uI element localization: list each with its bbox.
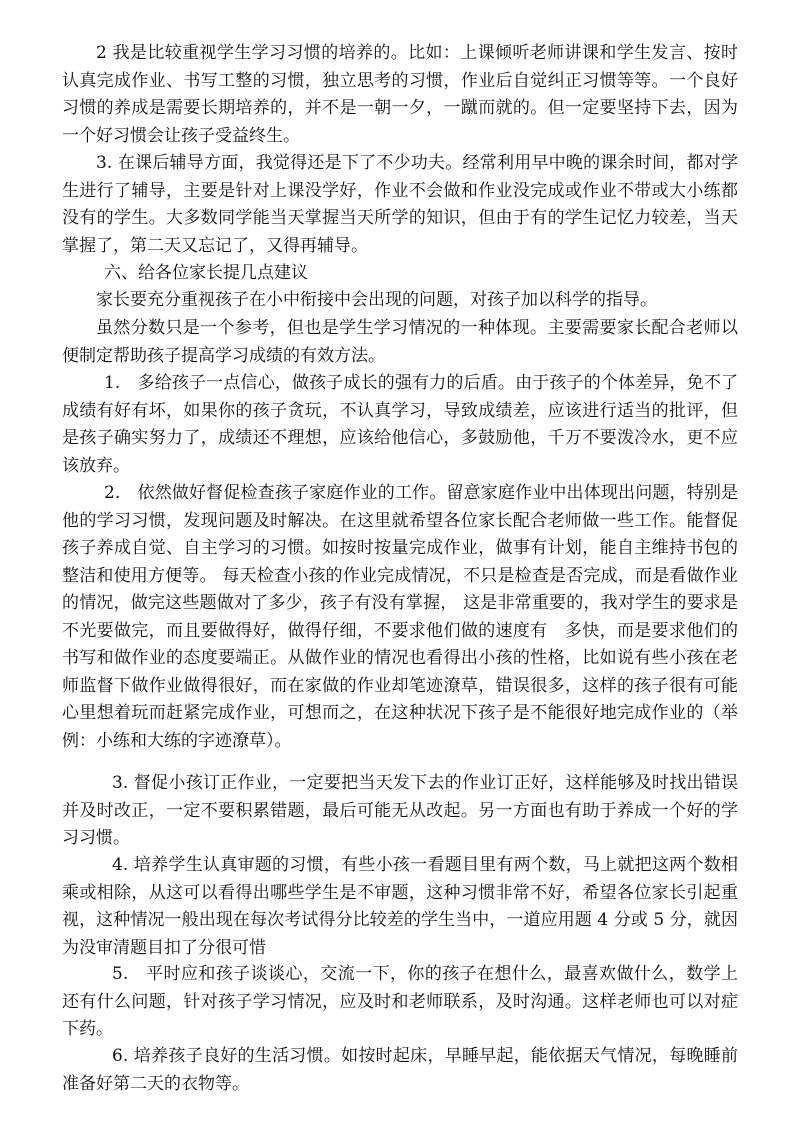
paragraph-suggestion-3: 3. 督促小孩订正作业，一定要把当天发下去的作业订正好，这样能够及时找出错误并及时改正，一定不要积累错题，最后可能无从改起。另一方面也有助于养成一个好的学习习惯。 [62, 773, 738, 848]
paragraph-parent-attention: 家长要充分重视孩子在小中衔接中会出现的问题，对孩子加以科学的指导。 [96, 290, 657, 310]
paragraph-suggestion-5: 5. 平时应和孩子谈谈心，交流一下，你的孩子在想什么，最喜欢做什么，数学上还有什么问题，针对孩子学习情况，应及时和老师联系，及时沟通。这样老师也可以对症下药。 [62, 964, 738, 1039]
paragraph-score-reference: 虽然分数只是一个参考，但也是学生学习情况的一种体现。主要需要家长配合老师以便制定帮助孩子提高学习成绩的有效方法。 [62, 318, 738, 366]
paragraph-suggestion-4: 4. 培养学生认真审题的习惯，有些小孩一看题目里有两个数，马上就把这两个数相乘或相除，从这可以看得出哪些学生是不审题，这种习惯非常不好，希望各位家长引起重视，这种情况一般出现在每次考试得分比较差的学生当中，一道应用题 4 分或 5 分，就因为没审清题目扣了分很可惜 [62, 855, 738, 958]
paragraph-after-class-tutoring: 3. 在课后辅导方面，我觉得还是下了不少功夫。经常利用早中晚的课余时间，都对学生进行了辅导，主要是针对上课没学好，作业不会做和作业没完成或作业不带或大小练都没有的学生。大多数同学能当天掌握当天所学的知识，但由于有的学生记忆力较差，当天掌握了，第二天又忘记了，又得再辅导。 [62, 153, 738, 256]
paragraph-suggestion-6: 6. 培养孩子良好的生活习惯。如按时起床，早睡早起，能依据天气情况，每晚睡前准备好第二天的衣物等。 [62, 1046, 738, 1094]
section-heading-parent-suggestions: 六、给各位家长提几点建议 [104, 263, 308, 283]
paragraph-suggestion-2: 2. 依然做好督促检查孩子家庭作业的工作。留意家庭作业中出体现出问题，特别是他的学习习惯，发现问题及时解决。在这里就希望各位家长配合老师做一些工作。能督促孩子养成自觉、自主学习的习惯。如按时按量完成作业，做事有计划，能自主维持书包的整洁和使用方便等。 每天检查小孩的作业完成情况，不只是检查是否完成，而是看做作业的情况，做完这些题做对了多少，孩子有没有掌握， 这是非常重要的，我对学生的要求是不光要做完，而且要做得好，做得仔细，不要求他们做的速度有 多快，而是要求他们的书写和做作业的态度要端正。从做作业的情况也看得出小孩的性格，比如说有些小孩在老师监督下做作业做得很好，而在家做的作业却笔迹潦草，错误很多，这样的孩子很有可能心里想着玩而赶紧完成作业，可想而之，在这种状况下孩子是不能很好地完成作业的（举例：小练和大练的字迹潦草）。 [62, 483, 738, 751]
paragraph-habit-training: 2 我是比较重视学生学习习惯的培养的。比如：上课倾听老师讲课和学生发言、按时认真完成作业、书写工整的习惯，独立思考的习惯，作业后自觉纠正习惯等等。一个良好习惯的养成是需要长期培养的，并不是一朝一夕，一蹴而就的。但一定要坚持下去，因为一个好习惯会让孩子受益终生。 [62, 43, 738, 146]
paragraph-suggestion-1: 1. 多给孩子一点信心，做孩子成长的强有力的后盾。由于孩子的个体差异，免不了成绩有好有坏，如果你的孩子贪玩，不认真学习，导致成绩差，应该进行适当的批评，但是孩子确实努力了，成绩还不理想，应该给他信心，多鼓励他，千万不要泼冷水，更不应该放弃。 [62, 373, 738, 476]
